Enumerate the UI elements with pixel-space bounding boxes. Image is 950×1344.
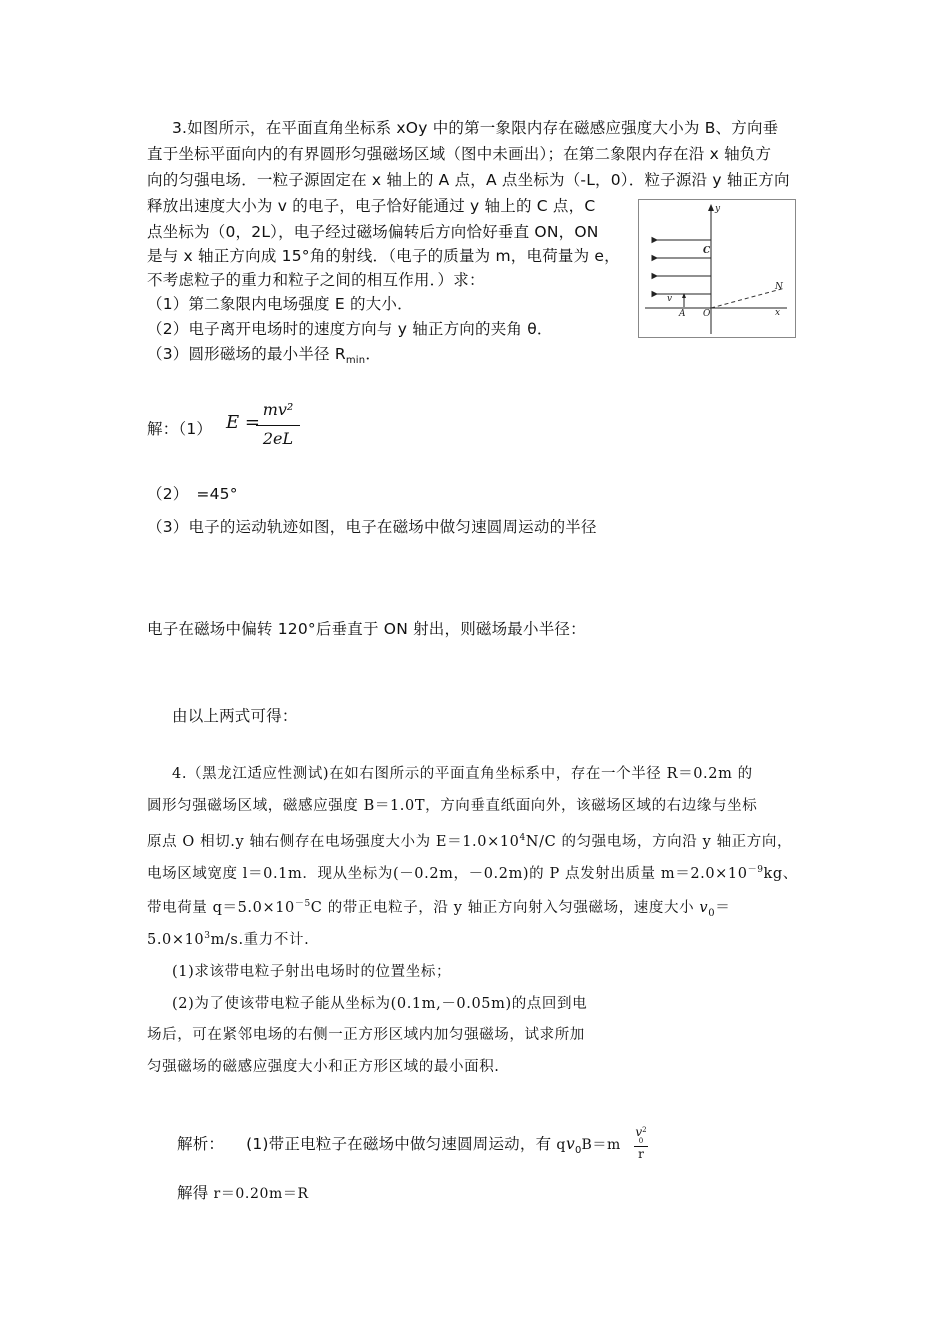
label-n: N (775, 282, 783, 292)
p4-question-2b: 场后，可在紧邻电场的右侧一正方形区域内加匀强磁场，试求所加 (147, 1027, 585, 1043)
p3-solution-2: （2） =45° (147, 485, 238, 503)
fraction-bar (256, 425, 300, 426)
p3-figure (638, 199, 796, 338)
p4-line-6: $5.0\times 10^3m/s$.重力不计. (147, 931, 310, 948)
label-o: O (703, 309, 711, 319)
p3-solution-label: 解：（1） (147, 420, 213, 438)
ray-on (711, 288, 785, 308)
label-v: v (667, 294, 673, 304)
p3-intro-line-1: 3.如图所示，在平面直角坐标系 xOy 中的第一象限内存在磁感应强度大小为 B、方向垂 (172, 119, 779, 137)
p3-solution-denominator: 2eL (262, 429, 294, 448)
p4-question-2a: (2)为了使该带电粒子能从坐标为(0.1m,－0.05m)的点回到电 (172, 996, 588, 1012)
p4-analysis-line-2: 解得 r＝0.20m＝R (177, 1184, 309, 1202)
label-x: x (775, 308, 781, 318)
p3-intro-line-7: 不考虑粒子的重力和粒子之间的相互作用．）求： (147, 271, 485, 289)
label-y: y (715, 204, 721, 214)
fraction-numerator: $v^2$ (635, 1125, 647, 1139)
label-c: C (703, 246, 711, 256)
p4-question-1: (1)求该带电粒子射出电场时的位置坐标； (172, 964, 452, 980)
p3-solution-numerator: mv² (262, 400, 294, 419)
coordinate-diagram (639, 200, 795, 337)
p3-question-2: （2）电子离开电场时的速度方向与 y 轴正方向的夹角 θ． (147, 320, 553, 338)
p4-analysis-fraction (632, 1124, 650, 1160)
p3-intro-line-6: 是与 x 轴正方向成 15°角的射线．（电子的质量为 m，电荷量为 e， (147, 247, 620, 265)
p4-line-2: 圆形匀强磁场区域，磁感应强度 B＝1.0T，方向垂直纸面向外，该磁场区域的右边缘与坐标 (147, 798, 758, 814)
p4-question-2c: 匀强磁场的磁感应强度大小和正方形区域的最小面积. (147, 1059, 500, 1075)
fraction-denominator: r (638, 1147, 644, 1161)
p3-intro-line-5: 点坐标为（0，2L），电子经过磁场偏转后方向恰好垂直 ON，ON (147, 223, 599, 241)
fraction-numerator-subscript: 0 (638, 1137, 644, 1145)
label-a: A (679, 309, 686, 319)
p4-analysis-line-1: 解析： (1)带正电粒子在磁场中做匀速圆周运动，有 $qv_0B=m$ (177, 1135, 621, 1156)
p3-question-1: （1）第二象限内电场强度 E 的大小． (147, 295, 413, 313)
p3-intro-line-4: 释放出速度大小为 v 的电子，电子恰好能通过 y 轴上的 C 点，C (147, 197, 596, 215)
p4-line-5: 带电荷量 $q=5.0\times 10^{-5}C$ 的带正电粒子，沿 y 轴正方向射入匀强磁场，速度大小 $v_0=$ (147, 899, 731, 919)
p4-line-4: 电场区域宽度 l＝0.1m．现从坐标为(－0.2m，－0.2m)的 P 点发射出质量 $m=2.0\times 10^{-9}kg$、 (147, 865, 798, 882)
p3-question-3: （3）圆形磁场的最小半径 $R_{min}$． (147, 345, 382, 366)
p4-line-3: 原点 O 相切.y 轴右侧存在电场强度大小为 $E=1.0\times 10^4N/C$ 的匀强电场，方向沿 y 轴正方向， (147, 833, 793, 850)
p3-solution-3b: 电子在磁场中偏转 120°后垂直于 ON 射出，则磁场最小半径： (147, 620, 586, 638)
p3-intro-line-3: 向的匀强电场．一粒子源固定在 x 轴上的 A 点，A 点坐标为（-L，0）．粒子源沿 y 轴正方向 (147, 171, 790, 189)
p3-solution-lhs: E = (226, 412, 260, 433)
p3-solution-3: （3）电子的运动轨迹如图，电子在磁场中做匀速圆周运动的半径 (147, 518, 597, 536)
p3-intro-line-2: 直于坐标平面向内的有界圆形匀强磁场区域（图中未画出）；在第二象限内存在沿 x 轴负方 (147, 145, 772, 163)
p3-solution-3c: 由以上两式可得： (172, 707, 298, 725)
p4-line-1: 4.（黑龙江适应性测试)在如右图所示的平面直角坐标系中，存在一个半径 R＝0.2m 的 (172, 766, 753, 782)
